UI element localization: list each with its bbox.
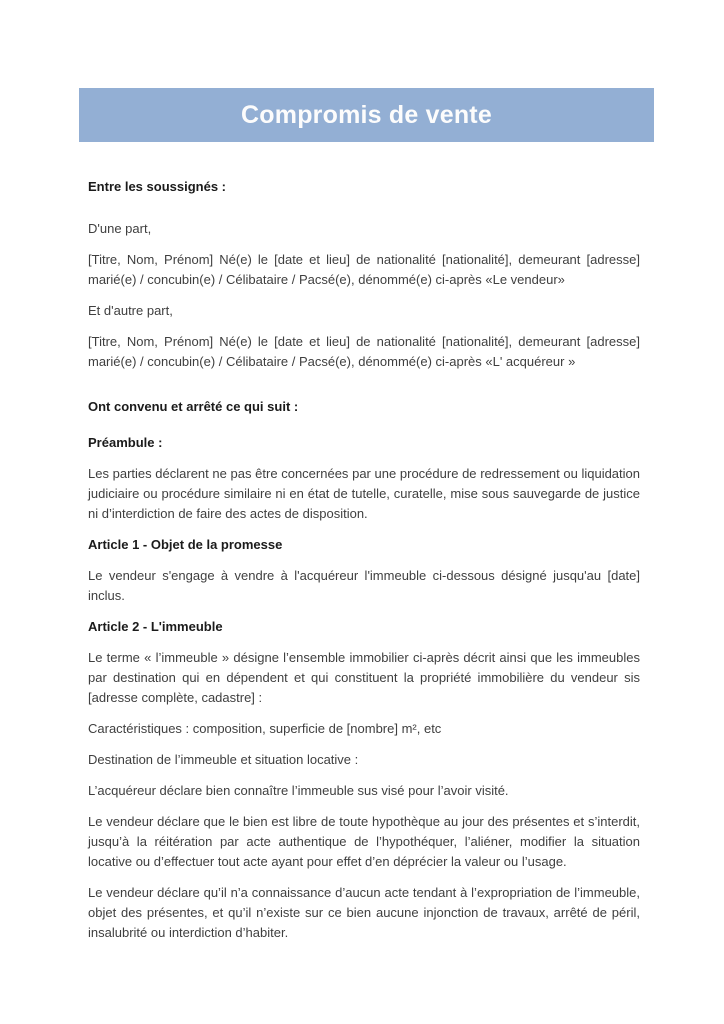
heading-entre-les-soussignes: Entre les soussignés : (88, 179, 226, 194)
title-banner (79, 88, 654, 142)
paragraph-article-1: Le vendeur s'engage à vendre à l'acquéreur l'immeuble ci-dessous désigné jusqu'au [date] inclus. (88, 568, 640, 603)
heading-ont-convenu: Ont convenu et arrêté ce qui suit : (88, 399, 299, 414)
document-body (88, 177, 640, 954)
paragraph-acquereur-declaration: L’acquéreur déclare bien connaître l’immeuble sus visé pour l’avoir visité. (88, 783, 509, 798)
heading-article-2: Article 2 - L'immeuble (88, 619, 223, 634)
paragraph-article-2-definition: Le terme « l’immeuble » désigne l’ensemble immobilier ci-après décrit ainsi que les immeubles par destination qui en dépendent et qui constituent la propriété immobilière du vendeur sis [adresse complète, cadastre] : (88, 650, 640, 705)
paragraph-caracteristiques: Caractéristiques : composition, superficie de [nombre] m², etc (88, 721, 442, 736)
heading-preambule: Préambule : (88, 435, 163, 450)
paragraph-et-dautre-part: Et d'autre part, (88, 303, 173, 318)
paragraph-vendeur-expropriation: Le vendeur déclare qu’il n’a connaissance d’aucun acte tendant à l’expropriation de l’immeuble, objet des présentes, et qu’il n’existe sur ce bien aucune injonction de travaux, arrêté de péril, insalubrité ou interdiction d’habiter. (88, 885, 640, 940)
paragraph-destination: Destination de l’immeuble et situation locative : (88, 752, 359, 767)
paragraph-preambule: Les parties déclarent ne pas être concernées par une procédure de redressement ou liquidation judiciaire ou procédure similaire ni en état de tutelle, curatelle, mise sous sauvegarde de justice ni d’interdiction de faire des actes de disposition. (88, 466, 640, 521)
document-title: Compromis de vente (241, 100, 492, 129)
paragraph-dune-part: D'une part, (88, 221, 152, 236)
paragraph-vendeur-hypotheque: Le vendeur déclare que le bien est libre de toute hypothèque au jour des présentes et s’interdit, jusqu’à la réitération par acte authentique de l’hypothéquer, l’aliéner, modifier la situation locative ou d’effectuer tout acte ayant pour effet d’en déprécier la valeur ou l’usage. (88, 814, 640, 869)
paragraph-vendeur-identity: [Titre, Nom, Prénom] Né(e) le [date et lieu] de nationalité [nationalité], demeurant [adresse] marié(e) / concubin(e) / Célibataire / Pacsé(e), dénommé(e) ci-après «Le vendeur» (88, 252, 640, 287)
heading-article-1: Article 1 - Objet de la promesse (88, 537, 283, 552)
paragraph-acquereur-identity: [Titre, Nom, Prénom] Né(e) le [date et lieu] de nationalité [nationalité], demeurant [adresse] marié(e) / concubin(e) / Célibataire / Pacsé(e), dénommé(e) ci-après «L' acquéreur » (88, 334, 640, 369)
